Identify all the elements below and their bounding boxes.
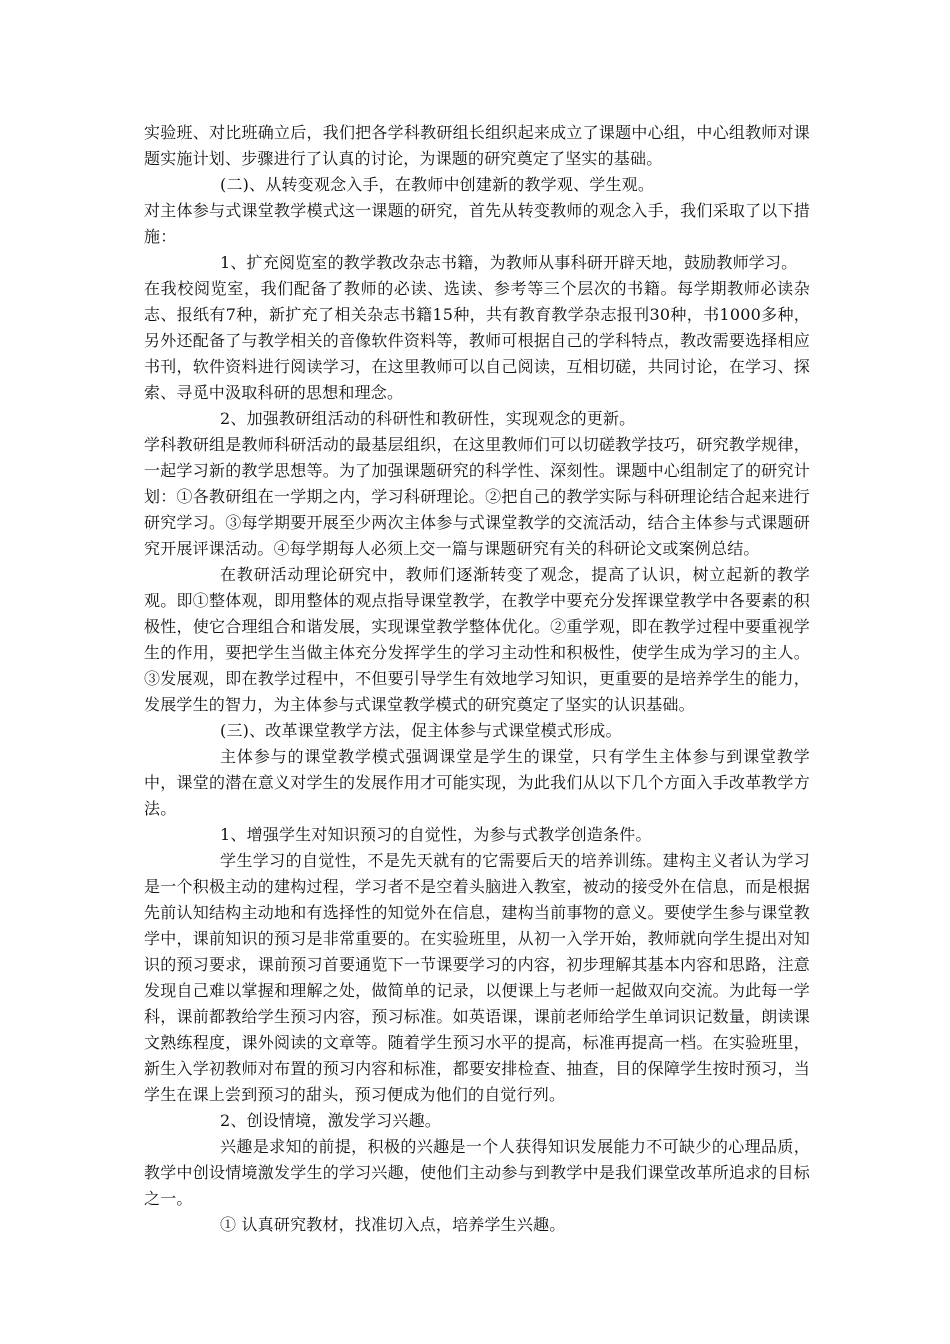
paragraph-preview: 学生学习的自觉性，不是先天就有的它需要后天的培养训练。建构主义者认为学习是一个积极主动的建构过程，学习者不是空着头脑进入教室，被动的接受外在信息，而是根据先前认知结构主动地和有选择性的知觉外在信息，建构当前事物的意义。要使学生参与课堂教学中，课前知识的预习是非常重要的。在实验班里，从初一入学开始，教师就向学生提出对知识的预习要求，课前预习首要通览下一节课要学习的内容，初步理解其基本内容和思路，注意发现自己难以掌握和理解之处，做简单的记录，以便课上与老师一起做双向交流。为此每一学科，课前都教给学生预习内容，预习标准。如英语课，课前老师给学生单词识记数量，朗读课文熟练程度，课外阅读的文章等。随着学生预习水平的提高，标准再提高一档。在实验班里，新生入学初教师对布置的预习内容和标准，都要安排检查、抽查，目的保障学生按时预习，当学生在课上尝到预习的甜头，预习便成为他们的自觉行列。 xyxy=(144,851,810,1104)
paragraph-measures-intro: 对主体参与式课堂教学模式这一课题的研究，首先从转变教师的观念入手，我们采取了以下措施： xyxy=(144,201,810,246)
section-heading-2: (二)、从转变观念入手，在教师中创建新的教学观、学生观。 xyxy=(220,175,655,194)
subheading-study-materials: ① 认真研究教材，找准切入点，培养学生兴趣。 xyxy=(220,1215,566,1234)
subheading-reading-room: 1、扩充阅览室的教学教改杂志书籍，为教师从事科研开辟天地，鼓励教师学习。 xyxy=(220,253,798,272)
paragraph-teaching-views: 在教研活动理论研究中，教师们逐渐转变了观念，提高了认识，树立起新的教学观。即①整体观，即用整体的观点指导课堂教学，在教学中要充分发挥课堂教学中各要素的积极性，使它合理组合和谐发展，实现课堂教学整体优化。②重学观，即在教学过程中要重视学生的作用，要把学生当做主体充分发挥学生的学习主动性和积极性，使学生成为学习的主人。③发展观，即在教学过程中，不但要引导学生有效地学习知识，更重要的是培养学生的能力，发展学生的智力，为主体参与式课堂教学模式的研究奠定了坚实的认识基础。 xyxy=(144,565,810,714)
subheading-interest: 2、创设情境，激发学习兴趣。 xyxy=(220,1111,441,1130)
section-heading-3: (三)、改革课堂教学方法，促主体参与式课堂模式形成。 xyxy=(220,721,622,740)
paragraph-research-plan: 学科教研组是教师科研活动的最基层组织，在这里教师们可以切磋教学技巧，研究教学规律，一起学习新的教学思想等。为了加强课题研究的科学性、深刻性。课题中心组制定了的研究计划：①各教研组在一学期之内，学习科研理论。②把自己的教学实际与科研理论结合起来进行研究学习。③每学期要开展至少两次主体参与式课堂教学的交流活动，结合主体参与式课题研究开展评课活动。④每学期每人必须上交一篇与课题研究有关的科研论文或案例总结。 xyxy=(144,435,810,558)
paragraph-interest: 兴趣是求知的前提，积极的兴趣是一个人获得知识发展能力不可缺少的心理品质，教学中创设情境激发学生的学习兴趣，使他们主动参与到教学中是我们课堂改革所追求的目标之一。 xyxy=(144,1137,810,1208)
document-page xyxy=(144,120,810,1238)
paragraph-experiment-classes: 实验班、对比班确立后，我们把各学科教研组长组织起来成立了课题中心组，中心组教师对课题实施计划、步骤进行了认真的讨论，为课题的研究奠定了坚实的基础。 xyxy=(144,123,810,168)
subheading-preview: 1、增强学生对知识预习的自觉性，为参与式教学创造条件。 xyxy=(220,825,652,844)
subheading-research-group: 2、加强教研组活动的科研性和教研性，实现观念的更新。 xyxy=(220,409,636,428)
paragraph-participation-model: 主体参与的课堂教学模式强调课堂是学生的课堂，只有学生主体参与到课堂教学中，课堂的潜在意义对学生的发展作用才可能实现，为此我们从以下几个方面入手改革教学方法。 xyxy=(144,747,810,818)
paragraph-reading-room: 在我校阅览室，我们配备了教师的必读、选读、参考等三个层次的书籍。每学期教师必读杂志、报纸有7种，新扩充了相关杂志书籍15种，共有教育教学杂志报刊30种，书1000多种，另外还配备了与教学相关的音像软件资料等，教师可根据自己的学科特点，教改需要选择相应书刊，软件资料进行阅读学习，在这里教师可以自己阅读，互相切磋，共同讨论，在学习、探索、寻觅中汲取科研的思想和理念。 xyxy=(144,279,810,402)
